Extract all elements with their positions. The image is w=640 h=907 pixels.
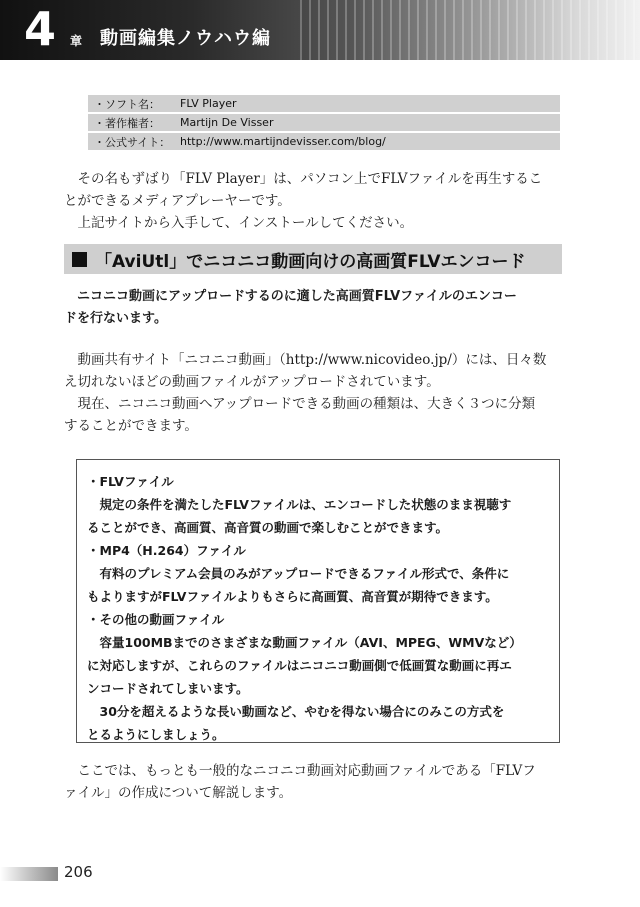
body-line: 動画共有サイト「ニコニコ動画」（http://www.nicovideo.jp/）には、日々数	[77, 352, 547, 368]
header-stripes	[300, 0, 640, 60]
intro-line: その名もずばり「FLV Player」は、パソコン上でFLVファイルを再生するこ	[77, 171, 543, 187]
box-item-line: に対応しますが、これらのファイルはニコニコ動画側で低画質な動画に再エ	[87, 658, 512, 673]
body-line: え切れないほどの動画ファイルがアップロードされています。	[64, 374, 440, 390]
info-value: FLV Player	[180, 97, 237, 110]
chapter-mark: 章	[70, 34, 83, 48]
box-item-line: とるようにしましょう。	[87, 727, 225, 742]
box-item-line: 容量100MBまでのさまざまな動画ファイル（AVI、MPEG、WMVなど）	[99, 635, 522, 650]
body-line: することができます。	[64, 418, 198, 434]
info-label: ・公式サイト：	[94, 135, 171, 149]
lead-line: ドを行ないます。	[64, 311, 167, 326]
page-number-bar	[0, 867, 58, 881]
info-label: ・ソフト名：	[94, 97, 160, 111]
section-body	[64, 349, 564, 437]
info-label: ・著作権者：	[94, 116, 160, 130]
body-line: 現在、ニコニコ動画へアップロードできる動画の種類は、大きく３つに分類	[77, 396, 536, 412]
chapter-title: 動画編集ノウハウ編	[100, 28, 271, 49]
box-item-title: ・その他の動画ファイル	[87, 612, 225, 627]
box-item-line: 有料のプレミアム会員のみがアップロードできるファイル形式で、条件に	[99, 566, 510, 581]
info-row-copyright	[88, 114, 560, 131]
info-row-software-name	[88, 95, 560, 112]
section-heading-text: 「AviUtl」でニコニコ動画向けの高画質FLVエンコード	[95, 251, 526, 272]
box-item-line: ることができ、高画質、高音質の動画で楽しむことができます。	[87, 520, 449, 535]
box-item-title: ・FLVファイル	[87, 474, 174, 489]
info-value: Martijn De Visser	[180, 116, 274, 129]
file-type-box	[76, 459, 560, 743]
outro-paragraph	[64, 760, 564, 804]
intro-paragraph	[64, 168, 564, 234]
section-heading	[64, 244, 562, 274]
page-number: 206	[64, 863, 93, 881]
box-item-line: 30分を超えるような長い動画など、やむを得ない場合にのみこの方式を	[99, 704, 505, 719]
software-info-table	[88, 95, 560, 152]
lead-line: ニコニコ動画にアップロードするのに適した高画質FLVファイルのエンコー	[77, 289, 517, 304]
chapter-header	[0, 0, 640, 60]
outro-line: ここでは、もっとも一般的なニコニコ動画対応動画ファイルである「FLVフ	[77, 763, 536, 779]
chapter-number: 4	[24, 2, 57, 56]
intro-line: 上記サイトから入手して、インストールしてください。	[77, 215, 414, 231]
square-bullet-icon	[72, 252, 87, 267]
box-item-line: ンコードされてしまいます。	[87, 681, 249, 696]
intro-line: とができるメディアプレーヤーです。	[64, 193, 291, 209]
box-item-line: もよりますがFLVファイルよりもさらに高画質、高音質が期待できます。	[87, 589, 498, 604]
section-lead	[64, 286, 564, 330]
info-row-official-site	[88, 133, 560, 150]
box-item-title: ・MP4（H.264）ファイル	[87, 543, 246, 558]
info-value: http://www.martijndevisser.com/blog/	[180, 135, 386, 148]
box-item-line: 規定の条件を満たしたFLVファイルは、エンコードした状態のまま視聴す	[99, 497, 512, 512]
outro-line: ァイル」の作成について解説します。	[64, 785, 293, 801]
